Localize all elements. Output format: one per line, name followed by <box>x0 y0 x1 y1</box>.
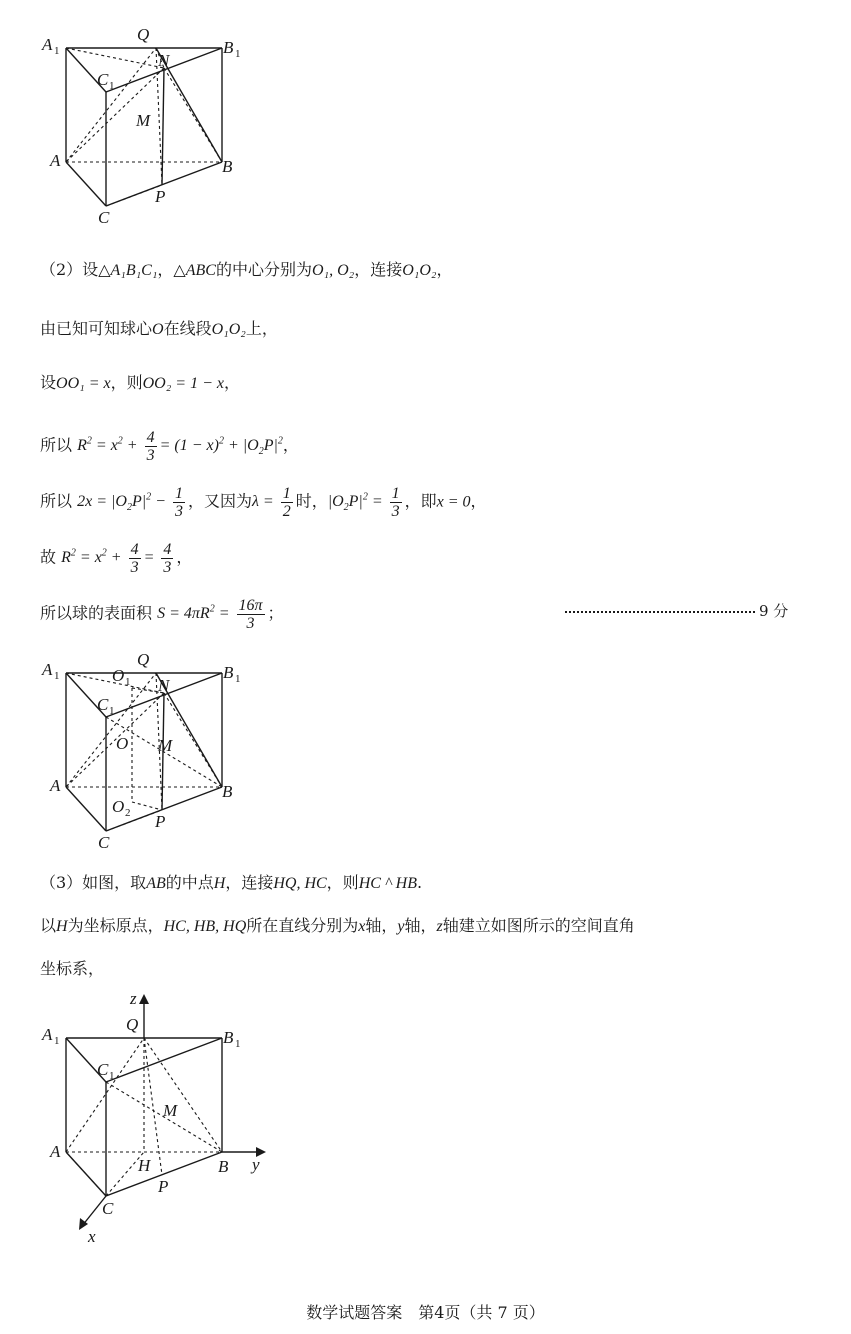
math-segment: O₁O₂ <box>402 262 437 279</box>
label-b1-sub: 1 <box>235 48 241 60</box>
part2-line4: 所以 $R^2 = x^2$ + $\frac{4}{3}$ = $(1 - x)^2 + |O_2P|^2$， <box>40 429 299 465</box>
label-p: P <box>155 812 166 831</box>
math-equation: $2x = |O_2P|^2$ − $\frac{1}{3}$ <box>77 485 183 521</box>
label-a1-sub: 1 <box>54 45 60 57</box>
text: ，则 <box>110 373 143 392</box>
label-c: C <box>102 1199 114 1218</box>
label-x: x <box>88 1227 96 1246</box>
math-h: H <box>213 875 226 892</box>
score-text: 9 分 <box>759 602 789 620</box>
label-a: A <box>50 776 61 795</box>
part2-line7 <box>40 592 284 632</box>
figure-prism-3 <box>40 990 280 1250</box>
label-o2: O <box>112 797 125 816</box>
math-z: z <box>436 918 443 935</box>
text: ，又因为 <box>187 491 252 511</box>
text: 坐标系， <box>40 959 105 978</box>
figure-prism-2 <box>40 645 260 855</box>
score-mark <box>565 600 788 621</box>
label-c1: C <box>97 695 109 714</box>
math-eq: OO₂ = 1 − x <box>142 375 224 392</box>
label-a: A <box>50 1142 61 1161</box>
text: ，即 <box>404 491 437 511</box>
label-c: C <box>98 208 110 227</box>
page-footer: 数学试题答案 第4页（共 7 页） <box>306 1303 545 1322</box>
prism-diagram-1 <box>40 20 260 230</box>
text: 为坐标原点， <box>67 916 164 935</box>
label-z: z <box>130 989 137 1008</box>
math-h: H <box>56 918 68 935</box>
text: ； <box>267 603 284 623</box>
label-a: A <box>50 151 61 170</box>
label-p: P <box>155 187 166 206</box>
text: 所以球的表面积 <box>40 603 153 623</box>
label-c1-sub: 1 <box>109 80 115 92</box>
label-b1-sub: 1 <box>235 673 241 685</box>
label-y: y <box>252 1155 260 1174</box>
label-c1-sub: 1 <box>109 1070 115 1082</box>
text: 的中点 <box>165 873 214 892</box>
text: ，连接 <box>354 260 403 279</box>
text: （2）设 <box>40 260 99 279</box>
label-a1-sub: 1 <box>54 670 60 682</box>
text: ， <box>223 373 240 392</box>
math-equation: $|O_2P|^2$ = $\frac{1}{3}$ <box>327 485 400 521</box>
part3-line3 <box>40 957 104 981</box>
text: ， <box>470 491 487 511</box>
label-a1: A <box>42 35 53 54</box>
text: 所在直线分别为 <box>246 916 359 935</box>
text: ， <box>436 260 453 279</box>
math-x: x <box>358 918 366 935</box>
text: 所以 <box>40 491 73 511</box>
label-b1-sub: 1 <box>235 1038 241 1050</box>
text: 轴， <box>404 916 437 935</box>
label-c: C <box>98 833 110 852</box>
dotted-leader <box>565 611 755 613</box>
math-equation: $S = 4\pi R^2$ = $\frac{16\pi}{3}$ <box>157 597 263 633</box>
math-y: y <box>397 918 405 935</box>
math-o: O <box>152 321 164 338</box>
text: 以 <box>40 916 57 935</box>
label-c1: C <box>97 1060 109 1079</box>
math-segment: O₁O₂ <box>211 321 246 338</box>
math-x0: x = 0 <box>436 493 471 511</box>
label-a1: A <box>42 1025 53 1044</box>
label-o: O <box>116 734 129 753</box>
text: . <box>417 873 423 892</box>
label-m: M <box>136 111 151 130</box>
part2-line6 <box>40 536 192 576</box>
label-p: P <box>158 1177 169 1196</box>
math-equation: $R^2 = x^2$ + $\frac{4}{3}$ = $(1 - x)^2 + |O_2P|^2$ <box>77 429 283 465</box>
text: 所以 <box>40 435 73 455</box>
label-b1: B <box>223 663 234 682</box>
label-b1: B <box>223 1028 234 1047</box>
math-lambda: λ = $\frac{1}{2}$ <box>251 485 291 521</box>
math-segments: HQ, HC <box>273 875 327 892</box>
text: ， <box>157 260 174 279</box>
figure-prism-1 <box>40 20 260 230</box>
part2-line3 <box>40 371 240 396</box>
text: 的中心分别为 <box>215 260 312 279</box>
prism-diagram-3 <box>40 990 280 1250</box>
math-centers: O₁, O₂ <box>311 262 355 279</box>
part2-line2 <box>40 317 278 342</box>
math-ab: AB <box>146 875 166 892</box>
label-q: Q <box>126 1015 139 1034</box>
math-triangle1: △A₁B₁C₁ <box>98 262 158 279</box>
prism-diagram-2 <box>40 645 260 855</box>
text: 在线段 <box>163 319 212 338</box>
label-o1-sub: 1 <box>125 676 131 688</box>
label-m: M <box>158 736 173 755</box>
label-b: B <box>222 157 233 176</box>
label-b1: B <box>223 38 234 57</box>
part2-line5 <box>40 480 487 527</box>
label-q: Q <box>137 25 150 44</box>
label-o1: O <box>112 666 125 685</box>
label-n: N <box>158 51 170 70</box>
math-equation: $R^2 = x^2$ + $\frac{4}{3}$ = $\frac{4}{3}$ <box>61 541 172 577</box>
text: 设 <box>40 373 57 392</box>
label-c1: C <box>97 70 109 89</box>
math-triangle2: △ABC <box>173 262 216 279</box>
text: 故 <box>40 547 57 567</box>
text: （3）如图，取 <box>40 873 147 892</box>
label-q: Q <box>137 650 150 669</box>
text: ， <box>176 547 193 567</box>
math-perpendicular: HC ^ HB <box>358 875 417 892</box>
part3-line1 <box>40 871 422 896</box>
label-c1-sub: 1 <box>109 705 115 717</box>
part2-line1 <box>40 258 452 283</box>
label-n: N <box>158 676 170 695</box>
z-axis-arrow <box>139 994 149 1004</box>
label-b: B <box>222 782 233 801</box>
label-m: M <box>163 1101 178 1120</box>
text: 轴， <box>365 916 398 935</box>
text: 由已知可知球心 <box>40 319 153 338</box>
text: 轴建立如图所示的空间直角 <box>442 916 635 935</box>
label-a1-sub: 1 <box>54 1035 60 1047</box>
label-a1: A <box>42 660 53 679</box>
label-b: B <box>218 1157 229 1176</box>
text: ，则 <box>326 873 359 892</box>
math-eq: OO₁ = x <box>56 375 111 392</box>
part3-line2 <box>40 914 635 939</box>
text: 上， <box>245 319 278 338</box>
text: ，连接 <box>225 873 274 892</box>
label-o2-sub: 2 <box>125 807 131 819</box>
text: 时， <box>295 491 328 511</box>
label-h: H <box>138 1156 151 1175</box>
math-lines: HC, HB, HQ <box>163 918 247 935</box>
